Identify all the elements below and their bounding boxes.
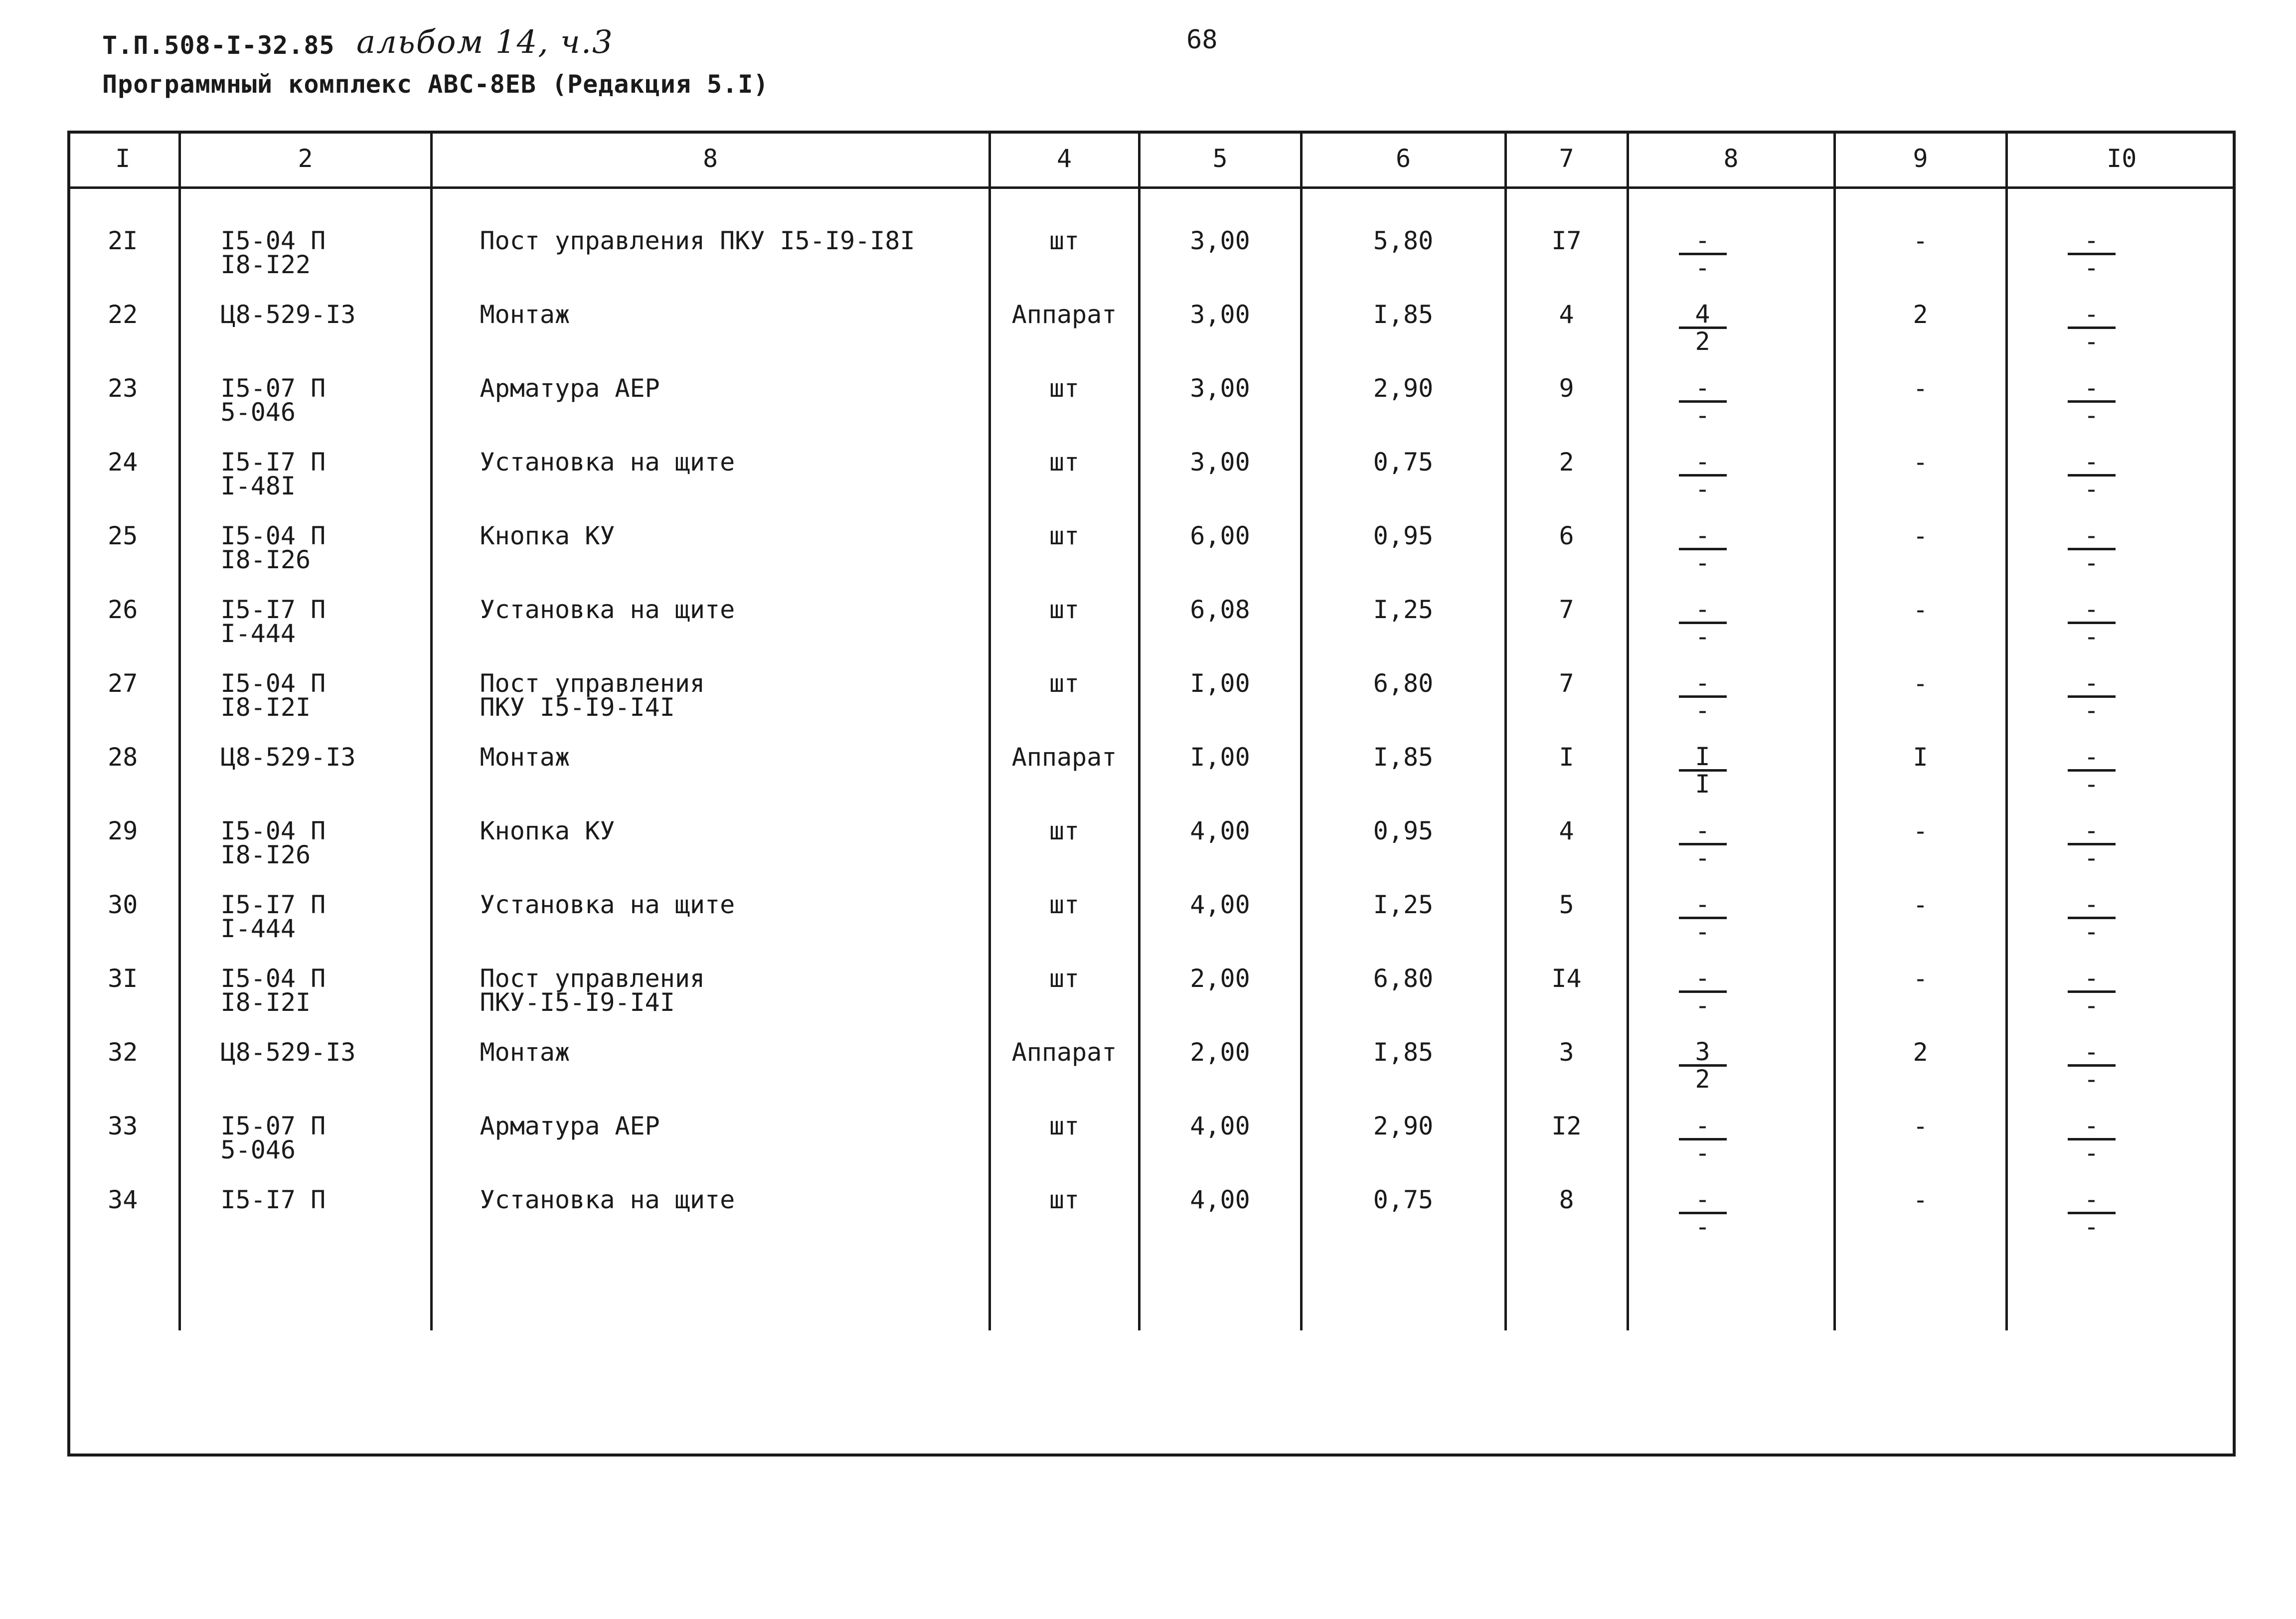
column-header: I0 [2006,131,2236,188]
col10-fraction [2006,503,2236,577]
work-name-line1: Арматура АЕР [480,1111,660,1140]
col7-cell: 7 [1505,650,1628,724]
unit-cell: шт [989,1093,1139,1167]
fraction-top: - [2084,373,2099,402]
table-row [67,503,2236,577]
col7-cell: I4 [1505,946,1628,1019]
col10-fraction [2006,1167,2236,1241]
fraction-top: - [2084,1037,2099,1066]
row-number: 22 [108,300,138,329]
norm-code-line2: I8-I26 [220,840,311,869]
fraction-top: - [2084,1184,2099,1214]
norm-code-line1: I5-04 П [220,226,326,255]
rate-cell: 0,75 [1301,1167,1505,1241]
norm-code [179,1019,431,1093]
work-name [431,1093,989,1167]
fraction-bottom: - [2084,695,2099,725]
work-name-line1: Кнопка КУ [480,816,615,845]
work-name-line1: Монтаж [480,742,570,772]
work-name-line1: Установка на щите [480,447,735,477]
norm-code-line1: I5-04 П [220,668,326,698]
spacer-row [67,1241,2236,1330]
norm-code-line2: 5-046 [220,397,296,427]
col8-fraction [1628,946,1834,1019]
work-name-line1: Кнопка КУ [480,521,615,550]
col9-cell: - [1834,798,2006,872]
rate-cell: I,25 [1301,577,1505,650]
col9-cell: - [1834,503,2006,577]
col8-fraction [1628,798,1834,872]
col10-fraction [2006,429,2236,503]
fraction-top: - [2084,447,2099,476]
row-number: 25 [108,521,138,550]
col7-cell: I [1505,724,1628,798]
work-name-line1: Установка на щите [480,595,735,624]
col10-fraction [2006,724,2236,798]
spacer-row [67,188,2236,208]
norm-code [179,1093,431,1167]
fraction-bottom: - [2084,990,2099,1020]
column-header: 8 [1628,131,1834,188]
norm-code [179,429,431,503]
table-row [67,282,2236,355]
work-name [431,355,989,429]
norm-code [179,946,431,1019]
rate-cell: I,25 [1301,872,1505,946]
quantity-cell: 4,00 [1139,872,1301,946]
quantity-cell: 4,00 [1139,1167,1301,1241]
fraction-top: - [1695,889,1710,919]
work-name [431,429,989,503]
norm-code-line1: Ц8-529-I3 [220,742,356,772]
fraction-top: - [2084,299,2099,328]
program-title: Программный комплекс АВС-8ЕВ (Редакция 5.I) [102,70,769,99]
norm-code-line2: I8-I22 [220,250,311,279]
fraction-top: - [1695,225,1710,255]
column-header: 9 [1834,131,2006,188]
norm-code-line1: Ц8-529-I3 [220,1037,356,1067]
unit-cell: шт [989,946,1139,1019]
fraction-top: I [1695,742,1710,771]
col10-fraction [2006,282,2236,355]
norm-code-line1: I5-07 П [220,1111,326,1140]
fraction-bottom: - [1695,253,1710,282]
row-number: 24 [108,447,138,477]
fraction-top: - [2084,225,2099,255]
fraction-bottom: 2 [1695,1064,1710,1094]
table-row [67,577,2236,650]
col7-cell: I7 [1505,208,1628,282]
col7-cell: 4 [1505,282,1628,355]
rate-cell: 0,95 [1301,798,1505,872]
col9-cell: - [1834,1093,2006,1167]
norm-code [179,1167,431,1241]
col7-cell: 8 [1505,1167,1628,1241]
column-header: 6 [1301,131,1505,188]
col10-fraction [2006,650,2236,724]
fraction-bottom: I [1695,769,1710,799]
norm-code-line1: I5-07 П [220,373,326,403]
work-name-line1: Установка на щите [480,890,735,919]
table-row [67,946,2236,1019]
table-row [67,355,2236,429]
fraction-bottom: - [1695,843,1710,872]
col9-cell: 2 [1834,1019,2006,1093]
quantity-cell: 6,00 [1139,503,1301,577]
column-header: I [67,131,179,188]
rate-cell: 2,90 [1301,1093,1505,1167]
fraction-top: - [2084,963,2099,992]
row-number: 26 [108,595,138,624]
fraction-bottom: - [2084,253,2099,282]
work-name [431,724,989,798]
fraction-bottom: - [1695,917,1710,946]
col10-fraction [2006,355,2236,429]
col10-fraction [2006,208,2236,282]
col7-cell: 3 [1505,1019,1628,1093]
row-number: 33 [108,1111,138,1140]
col8-fraction [1628,355,1834,429]
document-code: Т.П.508-I-32.85 [102,31,335,60]
rate-cell: I,85 [1301,724,1505,798]
row-number: 29 [108,816,138,845]
col9-cell: I [1834,724,2006,798]
fraction-bottom: - [2084,622,2099,651]
col7-cell: 2 [1505,429,1628,503]
unit-cell: Аппарат [989,724,1139,798]
work-name-line2: ПКУ-I5-I9-I4I [480,987,675,1017]
col10-fraction [2006,946,2236,1019]
row-number: 27 [108,668,138,698]
rate-cell: 0,95 [1301,503,1505,577]
fraction-top: - [2084,889,2099,919]
norm-code [179,872,431,946]
col7-cell: I2 [1505,1093,1628,1167]
col9-cell: - [1834,577,2006,650]
col10-fraction [2006,1019,2236,1093]
unit-cell: Аппарат [989,282,1139,355]
fraction-top: - [1695,1184,1710,1214]
work-name [431,798,989,872]
col9-cell: - [1834,208,2006,282]
work-name [431,208,989,282]
norm-code [179,724,431,798]
col8-fraction [1628,1167,1834,1241]
work-name [431,282,989,355]
fraction-top: - [1695,1111,1710,1140]
rate-cell: 6,80 [1301,650,1505,724]
col8-fraction [1628,650,1834,724]
norm-code-line1: I5-04 П [220,521,326,550]
quantity-cell: 6,08 [1139,577,1301,650]
col9-cell: - [1834,650,2006,724]
col9-cell: - [1834,429,2006,503]
fraction-bottom: - [2084,1212,2099,1241]
norm-code [179,208,431,282]
header-row [67,131,2236,188]
quantity-cell: 4,00 [1139,798,1301,872]
col10-fraction [2006,798,2236,872]
norm-code-line1: I5-04 П [220,964,326,993]
table-row [67,650,2236,724]
unit-cell: шт [989,429,1139,503]
work-name [431,503,989,577]
unit-cell: шт [989,650,1139,724]
quantity-cell: 3,00 [1139,282,1301,355]
table-row [67,1167,2236,1241]
fraction-top: - [2084,594,2099,624]
specification-table [67,131,2236,1330]
fraction-top: 4 [1695,299,1710,328]
quantity-cell: 4,00 [1139,1093,1301,1167]
table-row [67,429,2236,503]
work-name [431,1167,989,1241]
unit-cell: шт [989,503,1139,577]
norm-code-line1: I5-I7 П [220,595,326,624]
col8-fraction [1628,1019,1834,1093]
work-name-line1: Монтаж [480,1037,570,1067]
work-name [431,872,989,946]
norm-code [179,282,431,355]
norm-code-line1: Ц8-529-I3 [220,300,356,329]
column-header: 4 [989,131,1139,188]
fraction-top: - [1695,815,1710,845]
rate-cell: 2,90 [1301,355,1505,429]
table-row [67,1093,2236,1167]
fraction-bottom: - [2084,1138,2099,1167]
col8-fraction [1628,429,1834,503]
handwritten-note: альбом 14, ч.3 [356,24,614,61]
fraction-bottom: - [1695,1212,1710,1241]
fraction-top: - [1695,373,1710,402]
norm-code-line2: I-444 [220,619,296,648]
col8-fraction [1628,503,1834,577]
unit-cell: шт [989,1167,1139,1241]
fraction-top: 3 [1695,1037,1710,1066]
rate-cell: I,85 [1301,282,1505,355]
quantity-cell: 3,00 [1139,429,1301,503]
work-name [431,650,989,724]
col9-cell: - [1834,872,2006,946]
fraction-top: - [1695,447,1710,476]
col9-cell: - [1834,946,2006,1019]
norm-code [179,650,431,724]
fraction-bottom: - [2084,474,2099,503]
col8-fraction [1628,208,1834,282]
fraction-bottom: - [1695,622,1710,651]
fraction-bottom: - [1695,695,1710,725]
col8-fraction [1628,577,1834,650]
rate-cell: 5,80 [1301,208,1505,282]
table-row [67,208,2236,282]
norm-code-line2: I8-I26 [220,545,311,574]
norm-code-line1: I5-I7 П [220,890,326,919]
quantity-cell: I,00 [1139,724,1301,798]
fraction-bottom: - [2084,326,2099,356]
fraction-bottom: - [2084,400,2099,430]
fraction-top: - [1695,520,1710,550]
fraction-bottom: - [1695,1138,1710,1167]
col9-cell: 2 [1834,282,2006,355]
rate-cell: 0,75 [1301,429,1505,503]
quantity-cell: 2,00 [1139,946,1301,1019]
fraction-top: - [1695,594,1710,624]
col10-fraction [2006,872,2236,946]
quantity-cell: I,00 [1139,650,1301,724]
column-header: 8 [431,131,989,188]
col9-cell: - [1834,355,2006,429]
fraction-bottom: - [1695,400,1710,430]
col7-cell: 4 [1505,798,1628,872]
fraction-bottom: - [1695,548,1710,577]
col9-cell: - [1834,1167,2006,1241]
fraction-top: - [2084,1111,2099,1140]
norm-code [179,503,431,577]
fraction-top: - [1695,668,1710,697]
col8-fraction [1628,724,1834,798]
fraction-bottom: - [2084,917,2099,946]
unit-cell: шт [989,872,1139,946]
row-number: 2I [108,226,138,255]
quantity-cell: 3,00 [1139,355,1301,429]
work-name-line2: ПКУ I5-I9-I4I [480,692,675,722]
fraction-bottom: - [1695,474,1710,503]
column-header: 5 [1139,131,1301,188]
unit-cell: шт [989,208,1139,282]
work-name [431,946,989,1019]
fraction-top: - [1695,963,1710,992]
work-name-line1: Арматура АЕР [480,373,660,403]
quantity-cell: 2,00 [1139,1019,1301,1093]
col7-cell: 6 [1505,503,1628,577]
norm-code-line1: I5-04 П [220,816,326,845]
unit-cell: шт [989,798,1139,872]
table-body [67,188,2236,1330]
row-number: 32 [108,1037,138,1067]
table-row [67,798,2236,872]
row-number: 34 [108,1185,138,1214]
norm-code-line2: 5-046 [220,1135,296,1164]
work-name-line1: Пост управления [480,964,705,993]
col7-cell: 9 [1505,355,1628,429]
fraction-bottom: - [2084,843,2099,872]
col10-fraction [2006,1093,2236,1167]
norm-code [179,577,431,650]
page-number: 68 [1186,25,1218,55]
column-header: 2 [179,131,431,188]
norm-code-line1: I5-I7 П [220,1185,326,1214]
unit-cell: шт [989,355,1139,429]
table-row [67,724,2236,798]
row-number: 28 [108,742,138,772]
fraction-top: - [2084,668,2099,697]
fraction-bottom: - [1695,990,1710,1020]
table-row [67,872,2236,946]
fraction-top: - [2084,742,2099,771]
col8-fraction [1628,872,1834,946]
norm-code [179,798,431,872]
col8-fraction [1628,282,1834,355]
col8-fraction [1628,1093,1834,1167]
column-header: 7 [1505,131,1628,188]
work-name [431,577,989,650]
work-name [431,1019,989,1093]
work-name-line1: Установка на щите [480,1185,735,1214]
row-number: 30 [108,890,138,919]
row-number: 23 [108,373,138,403]
unit-cell: шт [989,577,1139,650]
quantity-cell: 3,00 [1139,208,1301,282]
norm-code-line2: I-444 [220,914,296,943]
fraction-bottom: 2 [1695,326,1710,356]
norm-code-line1: I5-I7 П [220,447,326,477]
norm-code-line2: I-48I [220,471,296,500]
fraction-bottom: - [2084,548,2099,577]
rate-cell: 6,80 [1301,946,1505,1019]
norm-code [179,355,431,429]
norm-code-line2: I8-I2I [220,987,311,1017]
norm-code-line2: I8-I2I [220,692,311,722]
fraction-top: - [2084,520,2099,550]
work-name-line1: Монтаж [480,300,570,329]
work-name-line1: Пост управления [480,668,705,698]
col7-cell: 7 [1505,577,1628,650]
fraction-bottom: - [2084,769,2099,799]
col7-cell: 5 [1505,872,1628,946]
rate-cell: I,85 [1301,1019,1505,1093]
unit-cell: Аппарат [989,1019,1139,1093]
fraction-top: - [2084,815,2099,845]
fraction-bottom: - [2084,1064,2099,1094]
col10-fraction [2006,577,2236,650]
row-number: 3I [108,964,138,993]
table-row [67,1019,2236,1093]
work-name-line1: Пост управления ПКУ I5-I9-I8I [480,226,915,255]
